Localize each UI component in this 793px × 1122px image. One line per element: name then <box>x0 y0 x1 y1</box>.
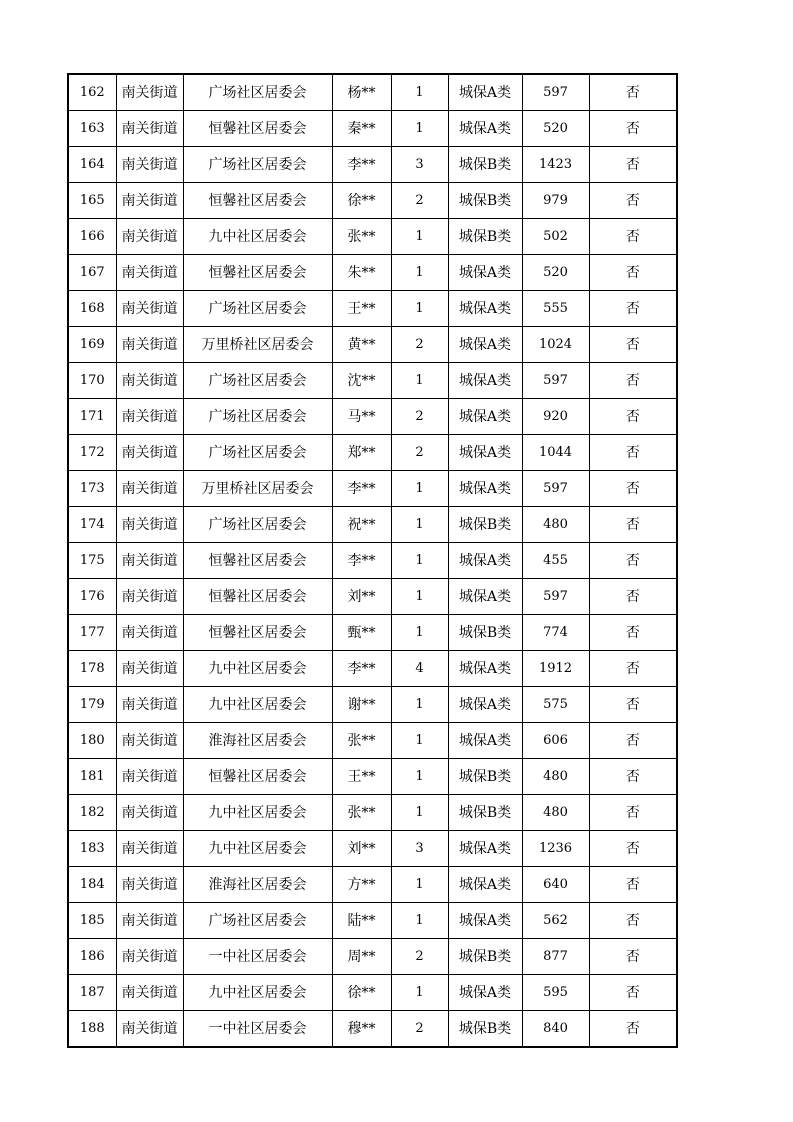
table-row <box>68 759 677 795</box>
name-cell: 李** <box>332 471 391 507</box>
table-row <box>68 615 677 651</box>
community-cell: 恒馨社区居委会 <box>183 579 332 615</box>
street-cell: 南关街道 <box>116 867 183 903</box>
household-size-cell: 3 <box>391 831 448 867</box>
street-cell: 南关街道 <box>116 74 183 111</box>
row-number-cell: 177 <box>68 615 116 651</box>
flag-cell: 否 <box>589 579 677 615</box>
row-number-cell: 168 <box>68 291 116 327</box>
flag-cell: 否 <box>589 939 677 975</box>
household-size-cell: 4 <box>391 651 448 687</box>
household-size-cell: 1 <box>391 74 448 111</box>
category-cell: 城保B类 <box>448 615 522 651</box>
table-row <box>68 687 677 723</box>
household-size-cell: 1 <box>391 579 448 615</box>
community-cell: 九中社区居委会 <box>183 975 332 1011</box>
household-size-cell: 1 <box>391 291 448 327</box>
household-size-cell: 2 <box>391 399 448 435</box>
street-cell: 南关街道 <box>116 1011 183 1048</box>
row-number-cell: 187 <box>68 975 116 1011</box>
category-cell: 城保A类 <box>448 687 522 723</box>
name-cell: 马** <box>332 399 391 435</box>
amount-cell: 640 <box>522 867 589 903</box>
household-size-cell: 1 <box>391 255 448 291</box>
flag-cell: 否 <box>589 507 677 543</box>
street-cell: 南关街道 <box>116 399 183 435</box>
street-cell: 南关街道 <box>116 183 183 219</box>
amount-cell: 562 <box>522 903 589 939</box>
row-number-cell: 186 <box>68 939 116 975</box>
table-row <box>68 1011 677 1048</box>
community-cell: 恒馨社区居委会 <box>183 111 332 147</box>
flag-cell: 否 <box>589 471 677 507</box>
amount-cell: 520 <box>522 111 589 147</box>
category-cell: 城保B类 <box>448 219 522 255</box>
flag-cell: 否 <box>589 903 677 939</box>
category-cell: 城保A类 <box>448 831 522 867</box>
street-cell: 南关街道 <box>116 795 183 831</box>
table-row <box>68 219 677 255</box>
community-cell: 九中社区居委会 <box>183 687 332 723</box>
household-size-cell: 1 <box>391 111 448 147</box>
name-cell: 李** <box>332 651 391 687</box>
table-row <box>68 435 677 471</box>
name-cell: 张** <box>332 723 391 759</box>
community-cell: 九中社区居委会 <box>183 219 332 255</box>
household-size-cell: 1 <box>391 867 448 903</box>
table-row <box>68 327 677 363</box>
amount-cell: 1912 <box>522 651 589 687</box>
row-number-cell: 182 <box>68 795 116 831</box>
name-cell: 沈** <box>332 363 391 399</box>
amount-cell: 595 <box>522 975 589 1011</box>
household-size-cell: 2 <box>391 939 448 975</box>
amount-cell: 597 <box>522 74 589 111</box>
flag-cell: 否 <box>589 723 677 759</box>
flag-cell: 否 <box>589 219 677 255</box>
amount-cell: 480 <box>522 795 589 831</box>
category-cell: 城保A类 <box>448 291 522 327</box>
street-cell: 南关街道 <box>116 363 183 399</box>
category-cell: 城保A类 <box>448 975 522 1011</box>
category-cell: 城保A类 <box>448 543 522 579</box>
name-cell: 祝** <box>332 507 391 543</box>
amount-cell: 455 <box>522 543 589 579</box>
table-row <box>68 363 677 399</box>
amount-cell: 520 <box>522 255 589 291</box>
row-number-cell: 166 <box>68 219 116 255</box>
name-cell: 黄** <box>332 327 391 363</box>
amount-cell: 1044 <box>522 435 589 471</box>
household-size-cell: 1 <box>391 363 448 399</box>
row-number-cell: 172 <box>68 435 116 471</box>
category-cell: 城保A类 <box>448 399 522 435</box>
row-number-cell: 181 <box>68 759 116 795</box>
name-cell: 谢** <box>332 687 391 723</box>
community-cell: 万里桥社区居委会 <box>183 471 332 507</box>
table-row <box>68 651 677 687</box>
community-cell: 恒馨社区居委会 <box>183 759 332 795</box>
street-cell: 南关街道 <box>116 759 183 795</box>
household-size-cell: 1 <box>391 759 448 795</box>
row-number-cell: 174 <box>68 507 116 543</box>
row-number-cell: 178 <box>68 651 116 687</box>
street-cell: 南关街道 <box>116 723 183 759</box>
roster-body <box>68 74 677 1047</box>
row-number-cell: 163 <box>68 111 116 147</box>
amount-cell: 877 <box>522 939 589 975</box>
street-cell: 南关街道 <box>116 903 183 939</box>
flag-cell: 否 <box>589 74 677 111</box>
category-cell: 城保A类 <box>448 363 522 399</box>
household-size-cell: 2 <box>391 183 448 219</box>
name-cell: 周** <box>332 939 391 975</box>
street-cell: 南关街道 <box>116 471 183 507</box>
community-cell: 广场社区居委会 <box>183 507 332 543</box>
row-number-cell: 188 <box>68 1011 116 1048</box>
flag-cell: 否 <box>589 435 677 471</box>
table-row <box>68 74 677 111</box>
community-cell: 恒馨社区居委会 <box>183 543 332 579</box>
household-size-cell: 1 <box>391 795 448 831</box>
amount-cell: 840 <box>522 1011 589 1048</box>
household-size-cell: 1 <box>391 903 448 939</box>
amount-cell: 597 <box>522 363 589 399</box>
row-number-cell: 173 <box>68 471 116 507</box>
household-size-cell: 3 <box>391 147 448 183</box>
row-number-cell: 165 <box>68 183 116 219</box>
household-size-cell: 1 <box>391 615 448 651</box>
amount-cell: 1236 <box>522 831 589 867</box>
name-cell: 王** <box>332 759 391 795</box>
table-row <box>68 147 677 183</box>
household-size-cell: 1 <box>391 507 448 543</box>
community-cell: 九中社区居委会 <box>183 831 332 867</box>
row-number-cell: 176 <box>68 579 116 615</box>
household-size-cell: 1 <box>391 975 448 1011</box>
household-size-cell: 1 <box>391 687 448 723</box>
amount-cell: 1024 <box>522 327 589 363</box>
row-number-cell: 183 <box>68 831 116 867</box>
community-cell: 广场社区居委会 <box>183 435 332 471</box>
street-cell: 南关街道 <box>116 939 183 975</box>
community-cell: 万里桥社区居委会 <box>183 327 332 363</box>
category-cell: 城保B类 <box>448 183 522 219</box>
category-cell: 城保B类 <box>448 759 522 795</box>
row-number-cell: 167 <box>68 255 116 291</box>
community-cell: 广场社区居委会 <box>183 147 332 183</box>
table-row <box>68 507 677 543</box>
row-number-cell: 164 <box>68 147 116 183</box>
category-cell: 城保B类 <box>448 795 522 831</box>
name-cell: 甄** <box>332 615 391 651</box>
name-cell: 陆** <box>332 903 391 939</box>
amount-cell: 1423 <box>522 147 589 183</box>
street-cell: 南关街道 <box>116 219 183 255</box>
community-cell: 淮海社区居委会 <box>183 867 332 903</box>
flag-cell: 否 <box>589 147 677 183</box>
category-cell: 城保A类 <box>448 327 522 363</box>
table-row <box>68 723 677 759</box>
street-cell: 南关街道 <box>116 687 183 723</box>
category-cell: 城保A类 <box>448 111 522 147</box>
category-cell: 城保A类 <box>448 74 522 111</box>
assistance-roster-table <box>67 73 678 1048</box>
category-cell: 城保A类 <box>448 903 522 939</box>
street-cell: 南关街道 <box>116 615 183 651</box>
table-row <box>68 903 677 939</box>
name-cell: 刘** <box>332 579 391 615</box>
name-cell: 张** <box>332 795 391 831</box>
amount-cell: 555 <box>522 291 589 327</box>
name-cell: 穆** <box>332 1011 391 1048</box>
row-number-cell: 175 <box>68 543 116 579</box>
street-cell: 南关街道 <box>116 111 183 147</box>
row-number-cell: 162 <box>68 74 116 111</box>
street-cell: 南关街道 <box>116 147 183 183</box>
table-row <box>68 111 677 147</box>
flag-cell: 否 <box>589 1011 677 1048</box>
flag-cell: 否 <box>589 867 677 903</box>
street-cell: 南关街道 <box>116 435 183 471</box>
flag-cell: 否 <box>589 399 677 435</box>
household-size-cell: 1 <box>391 723 448 759</box>
category-cell: 城保B类 <box>448 1011 522 1048</box>
table-row <box>68 291 677 327</box>
flag-cell: 否 <box>589 363 677 399</box>
table-row <box>68 255 677 291</box>
name-cell: 徐** <box>332 975 391 1011</box>
category-cell: 城保A类 <box>448 471 522 507</box>
flag-cell: 否 <box>589 291 677 327</box>
flag-cell: 否 <box>589 831 677 867</box>
community-cell: 恒馨社区居委会 <box>183 183 332 219</box>
amount-cell: 606 <box>522 723 589 759</box>
community-cell: 一中社区居委会 <box>183 939 332 975</box>
row-number-cell: 185 <box>68 903 116 939</box>
street-cell: 南关街道 <box>116 651 183 687</box>
household-size-cell: 1 <box>391 543 448 579</box>
name-cell: 李** <box>332 147 391 183</box>
table-row <box>68 795 677 831</box>
flag-cell: 否 <box>589 759 677 795</box>
name-cell: 王** <box>332 291 391 327</box>
amount-cell: 575 <box>522 687 589 723</box>
row-number-cell: 179 <box>68 687 116 723</box>
flag-cell: 否 <box>589 327 677 363</box>
row-number-cell: 180 <box>68 723 116 759</box>
name-cell: 李** <box>332 543 391 579</box>
household-size-cell: 2 <box>391 1011 448 1048</box>
community-cell: 九中社区居委会 <box>183 651 332 687</box>
category-cell: 城保B类 <box>448 939 522 975</box>
community-cell: 一中社区居委会 <box>183 1011 332 1048</box>
table-row <box>68 183 677 219</box>
community-cell: 广场社区居委会 <box>183 399 332 435</box>
community-cell: 广场社区居委会 <box>183 903 332 939</box>
community-cell: 淮海社区居委会 <box>183 723 332 759</box>
flag-cell: 否 <box>589 255 677 291</box>
table-row <box>68 867 677 903</box>
name-cell: 刘** <box>332 831 391 867</box>
row-number-cell: 170 <box>68 363 116 399</box>
community-cell: 九中社区居委会 <box>183 795 332 831</box>
community-cell: 恒馨社区居委会 <box>183 255 332 291</box>
community-cell: 广场社区居委会 <box>183 74 332 111</box>
amount-cell: 502 <box>522 219 589 255</box>
street-cell: 南关街道 <box>116 975 183 1011</box>
table-row <box>68 543 677 579</box>
name-cell: 秦** <box>332 111 391 147</box>
row-number-cell: 169 <box>68 327 116 363</box>
table-row <box>68 399 677 435</box>
name-cell: 徐** <box>332 183 391 219</box>
category-cell: 城保A类 <box>448 651 522 687</box>
category-cell: 城保B类 <box>448 147 522 183</box>
flag-cell: 否 <box>589 111 677 147</box>
street-cell: 南关街道 <box>116 831 183 867</box>
household-size-cell: 2 <box>391 435 448 471</box>
flag-cell: 否 <box>589 795 677 831</box>
amount-cell: 774 <box>522 615 589 651</box>
category-cell: 城保A类 <box>448 255 522 291</box>
street-cell: 南关街道 <box>116 507 183 543</box>
amount-cell: 597 <box>522 471 589 507</box>
table-row <box>68 939 677 975</box>
household-size-cell: 2 <box>391 327 448 363</box>
household-size-cell: 1 <box>391 471 448 507</box>
row-number-cell: 184 <box>68 867 116 903</box>
category-cell: 城保B类 <box>448 507 522 543</box>
street-cell: 南关街道 <box>116 327 183 363</box>
table-row <box>68 831 677 867</box>
category-cell: 城保A类 <box>448 723 522 759</box>
table-row <box>68 975 677 1011</box>
street-cell: 南关街道 <box>116 291 183 327</box>
name-cell: 朱** <box>332 255 391 291</box>
community-cell: 广场社区居委会 <box>183 363 332 399</box>
community-cell: 恒馨社区居委会 <box>183 615 332 651</box>
flag-cell: 否 <box>589 543 677 579</box>
amount-cell: 480 <box>522 759 589 795</box>
name-cell: 方** <box>332 867 391 903</box>
row-number-cell: 171 <box>68 399 116 435</box>
amount-cell: 979 <box>522 183 589 219</box>
flag-cell: 否 <box>589 615 677 651</box>
flag-cell: 否 <box>589 651 677 687</box>
street-cell: 南关街道 <box>116 255 183 291</box>
name-cell: 郑** <box>332 435 391 471</box>
amount-cell: 480 <box>522 507 589 543</box>
category-cell: 城保A类 <box>448 579 522 615</box>
flag-cell: 否 <box>589 183 677 219</box>
community-cell: 广场社区居委会 <box>183 291 332 327</box>
amount-cell: 920 <box>522 399 589 435</box>
category-cell: 城保A类 <box>448 867 522 903</box>
table-row <box>68 579 677 615</box>
table-row <box>68 471 677 507</box>
street-cell: 南关街道 <box>116 543 183 579</box>
name-cell: 张** <box>332 219 391 255</box>
street-cell: 南关街道 <box>116 579 183 615</box>
flag-cell: 否 <box>589 975 677 1011</box>
flag-cell: 否 <box>589 687 677 723</box>
name-cell: 杨** <box>332 74 391 111</box>
household-size-cell: 1 <box>391 219 448 255</box>
amount-cell: 597 <box>522 579 589 615</box>
category-cell: 城保A类 <box>448 435 522 471</box>
